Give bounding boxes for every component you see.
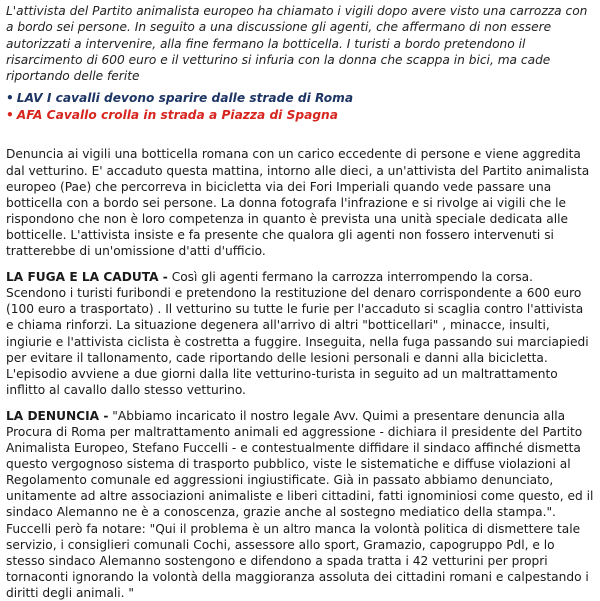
- body-paragraph-3: [6, 408, 594, 601]
- related-links: [6, 90, 594, 123]
- related-link-afa[interactable]: [6, 107, 594, 124]
- body-paragraph-1: [6, 146, 594, 259]
- section-heading-denuncia: LA DENUNCIA -: [6, 408, 109, 423]
- related-link-lav-text[interactable]: LAV I cavalli devono sparire dalle strade di Roma: [16, 91, 354, 106]
- body-paragraph-2: [6, 269, 594, 398]
- related-link-afa-text[interactable]: AFA Cavallo crolla in strada a Piazza di Spagna: [16, 107, 338, 122]
- bullet-icon: •: [6, 91, 14, 106]
- paragraph-text: "Abbiamo incaricato il nostro legale Avv. Quimi a presentare denuncia alla Procura di Roma per maltrattamento animali ed aggressione - dichiara il presidente del Partito Animalista Europeo, Stefano Fuccelli - e contestualmente diffidare il sindaco affinché dismetta questo vergognoso sistema di trasporto pubblico, viste le sistematiche e diffuse violazioni al Regolamento comunale ed aggressioni ingiustificate. Già in passato abbiamo denunciato, unitamente ad altre associazioni animaliste e liberi cittadini, fatti ignominiosi come questo, ed il sindaco Alemanno ne è a conoscenza, grazie anche al sostegno mediatico della stampa.". Fuccelli però fa notare: "Qui il problema è un altro manca la volontà politica di dismettere tale servizio, i consiglieri comunali Cochi, assessore allo sport, Gramazio, capogruppo Pdl, e lo stesso sindaco Alemanno sostengono e difendono a spada tratta i 42 vetturini per propri tornaconti ignorando la volontà della maggioranza assoluta dei cittadini romani e calpestando i diritti degli animali. ": [6, 408, 594, 600]
- article-lead: L'attivista del Partito animalista europeo ha chiamato i vigili dopo avere visto una carrozza con a bordo sei persone. In seguito a una discussione gli agenti, che affermano di non essere autorizzati a intervenire, alla fine fermano la botticella. I turisti a bordo pretendono il risarcimento di 600 euro e il vetturino si infuria con la donna che scappa in bici, ma cade riportando delle ferite: [6, 4, 588, 84]
- paragraph-text: Denuncia ai vigili una botticella romana con un carico eccedente di persone e viene aggredita dal vetturino. E' accaduto questa mattina, intorno alle dieci, a un'attivista del Partito animalista europeo (Pae) che percorreva in bicicletta via dei Fori Imperiali quando vede passare una botticella con a bordo sei persone. La donna fotografa l'infrazione e si rivolge ai vigili che le rispondono che non è loro competenza in quanto è prevista una unità speciale dedicata alle botticelle. L'attivista insiste e fa presente che qualora gli agenti non fossero intervenuti si tratterebbe di un'omissione d'atti d'ufficio.: [6, 147, 590, 259]
- section-heading-fuga: LA FUGA E LA CADUTA -: [6, 270, 168, 285]
- bullet-icon: •: [6, 107, 14, 122]
- related-link-lav[interactable]: [6, 90, 594, 107]
- paragraph-text: Così gli agenti fermano la carrozza interrompendo la corsa. Scendono i turisti furibondi e pretendono la restituzione del denaro corrispondente a 600 euro (100 euro a trasportato) . Il vetturino su tutte le furie per l'accaduto si scaglia contro l'attivista e chiama rinforzi. La situazione degenera all'arrivo di altri "botticellari" , minacce, insulti, ingiurie e l'attivista ciclista è costretta a fuggire. Inseguita, nella fuga passando sui marciapiedi per evitare il tallonamento, cade riportando delle lesioni personali e danni alla bicicletta. L'episodio avviene a due giorni dalla lite vetturino-turista in seguito ad un maltrattamento inflitto al cavallo dallo stesso vetturino.: [6, 270, 589, 397]
